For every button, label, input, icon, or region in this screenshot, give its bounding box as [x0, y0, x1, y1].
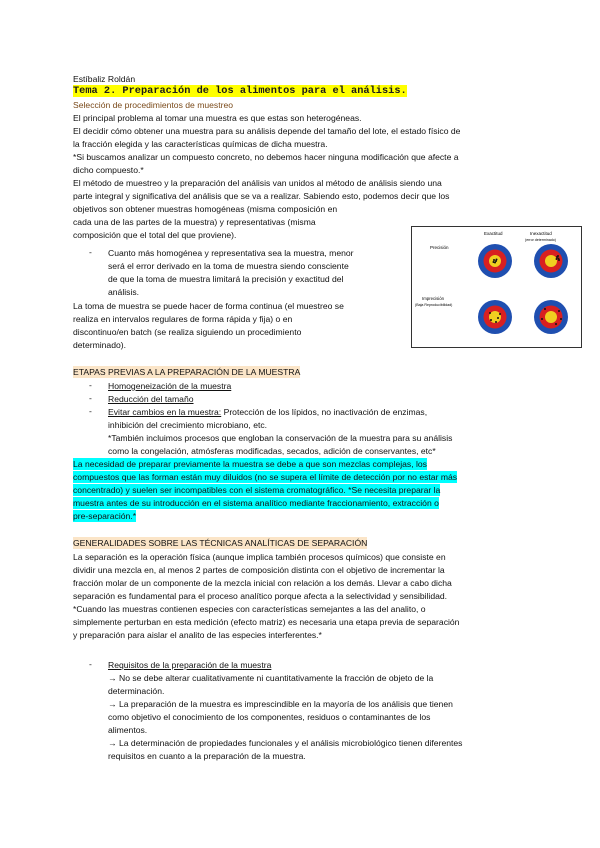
row2-label: Imprecisión	[422, 296, 444, 301]
bullet-line: análisis.	[108, 287, 140, 297]
section-heading-generalidades: GENERALIDADES SOBRE LAS TÉCNICAS ANALÍTICAS DE SEPARACIÓN	[73, 538, 368, 548]
note-line: como la congelación, atmósferas modificadas, secados, adición de conservantes, etc*	[108, 446, 436, 456]
highlight-line: La necesidad de preparar previamente la muestra se debe a que son mezclas complejas, los	[73, 459, 427, 469]
paragraph-line: La separación es la operación física (aunque implica también procesos químicos) que consiste en	[73, 552, 446, 562]
list-item: Homogeneización de la muestra	[108, 381, 232, 391]
paragraph-line: separación es fundamental para el proceso analítico porque afecta a la selectividad y sensibilidad.	[73, 591, 448, 601]
targets-svg	[412, 227, 581, 347]
col2-label: Inexactitud	[530, 231, 552, 236]
list-item-cont: inhibición del crecimiento microbiano, etc.	[108, 420, 268, 430]
list-item: Reducción del tamaño	[108, 394, 194, 404]
highlight-line: compuestos que las forman están muy diluidos (no se supera el límite de detección por no estar más	[73, 472, 458, 482]
paragraph-line: dividir una mezcla en, al menos 2 partes de composición distinta con el objetivo de incrementar la	[73, 565, 445, 575]
paragraph-line: dicho compuesto.*	[73, 165, 144, 175]
target-accurate-precise	[478, 244, 512, 278]
requirement-line: determinación.	[108, 686, 165, 696]
paragraph-line: discontinuo/en batch (se realiza siguiendo un procedimiento	[73, 327, 302, 337]
bullet-dash: -	[89, 659, 92, 669]
paragraph-line: El decidir cómo obtener una muestra para su análisis depende del tamaño del lote, el estado físico de	[73, 126, 461, 136]
target-inaccurate-imprecise	[534, 300, 568, 334]
paragraph-line: cada una de las partes de la muestra) y representativas (misma	[73, 217, 316, 227]
list-item-text: Protección de los lípidos, no inactivación de enzimas,	[221, 407, 428, 417]
bullet-dash: -	[89, 393, 92, 403]
col2-sub-label: (error determinado)	[525, 238, 556, 242]
paragraph-line: composición que el total del que proviene).	[73, 230, 237, 240]
highlight-line: pre-separación.*	[73, 511, 137, 521]
precision-accuracy-figure	[411, 226, 582, 348]
row2-sub-label: (Baja Reproducibilidad)	[415, 303, 453, 307]
paragraph-line: El método de muestreo y la preparación del análisis van unidos al método de análisis siendo una	[73, 178, 442, 188]
paragraph-line: realiza en intervalos regulares de forma rápida y fija) o en	[73, 314, 293, 324]
paragraph-line: parte integral y significativa del análisis que se va a realizar. Sabiendo esto, podemos decir que los	[73, 191, 450, 201]
paragraph-line: *Cuando las muestras contienen especies con características semejantes a las del analito, o	[73, 604, 426, 614]
highlight-line: muestra antes de su introducción en el sistema analítico mediante fraccionamiento, extracción o	[73, 498, 439, 508]
target-accurate-imprecise	[478, 300, 512, 334]
paragraph-line: y preparación para aislar el analito de las especies interferentes.*	[73, 630, 322, 640]
bullet-line: de que la toma de muestra limitará la precisión y exactitud del	[108, 274, 344, 284]
paragraph-line: fracción molar de un componente de la mezcla inicial con relación a los demás. Llevar a cabo dicha	[73, 578, 452, 588]
paragraph-line: simplemente perturban en esta medición (efecto matriz) es necesaria una etapa previa de separación	[73, 617, 460, 627]
bullet-dash: -	[89, 406, 92, 416]
bullet-dash: -	[89, 247, 92, 257]
list-item-label: Evitar cambios en la muestra:	[108, 407, 222, 417]
page-title: Tema 2. Preparación de los alimentos para el análisis.	[73, 85, 407, 97]
section-heading-sampling: Selección de procedimientos de muestreo	[73, 100, 234, 110]
target-inaccurate-precise	[534, 244, 568, 278]
row1-label: Precisión	[430, 245, 449, 250]
requirement-line: requisitos en cuanto a la preparación de la muestra.	[108, 751, 306, 761]
list-item-requisitos: Requisitos de la preparación de la muestra	[108, 660, 272, 670]
section-heading-etapas: ETAPAS PREVIAS A LA PREPARACIÓN DE LA MUESTRA	[73, 367, 301, 377]
requirement-line: alimentos.	[108, 725, 148, 735]
requirement-line: → La preparación de la muestra es imprescindible en la mayoría de los análisis que tienen	[108, 699, 453, 709]
author-name: Estíbaliz Roldán	[73, 74, 136, 84]
paragraph-line: objetivos son obtener muestras homogéneas (misma composición en	[73, 204, 338, 214]
col1-label: Exactitud	[484, 231, 503, 236]
paragraph-line: determinado).	[73, 340, 127, 350]
note-line: *También incluimos procesos que engloban la conservación de la muestra para su análisis	[108, 433, 453, 443]
bullet-dash: -	[89, 380, 92, 390]
requirement-line: → La determinación de propiedades funcionales y el análisis microbiológico tienen diferentes	[108, 738, 463, 748]
paragraph-line: El principal problema al tomar una muestra es que estas son heterogéneas.	[73, 113, 362, 123]
paragraph-line: *Si buscamos analizar un compuesto concreto, no debemos hacer ninguna modificación que afecte a	[73, 152, 459, 162]
paragraph-line: la fracción elegida y las características químicas de dicha muestra.	[73, 139, 328, 149]
requirement-line: → No se debe alterar cualitativamente ni cuantitativamente la fracción de objeto de la	[108, 673, 434, 683]
requirement-line: como objetivo el conocimiento de los componentes, residuos o contaminantes de los	[108, 712, 431, 722]
bullet-line: será el error derivado en la toma de muestra siendo consciente	[108, 261, 349, 271]
paragraph-line: La toma de muestra se puede hacer de forma continua (el muestreo se	[73, 301, 344, 311]
list-item	[108, 406, 427, 418]
bullet-line: Cuanto más homogénea y representativa sea la muestra, menor	[108, 248, 354, 258]
highlight-line: concentrado) y suelen ser incompatibles con el sistema cromatográfico. *Se necesita preparar la	[73, 485, 441, 495]
